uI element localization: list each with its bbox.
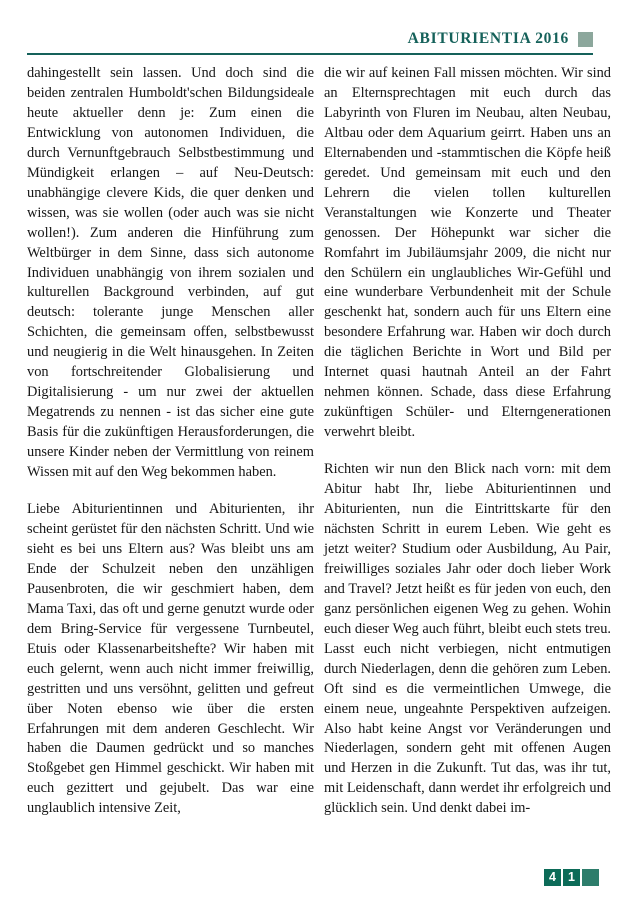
footer-accent-square-icon [582, 869, 599, 886]
paragraph: die wir auf keinen Fall missen möchten. Wir sind an Elternsprechtagen mit euch durch das Labyrinth von Fluren im Neubau, alten Neubau, Altbau oder dem Aquarium geirrt. Haben uns an Elternabenden und -stammtischen die Köpfe heiß geredet. Und gemeinsam mit euch und den Lehrern die vielen tollen kulturellen Veranstaltungen wie Konzerte und Theater genossen. Der Höhepunkt war sicher die Romfahrt im Jubiläumsjahr 2009, die nicht nur den Schülern ein unglaubliches Wir-Gefühl und eine wunderbare Verbundenheit mit der Schule geschenkt hat, sondern auch für uns Eltern eine besondere Erfahrung war. Haben wir doch durch die täglichen Berichte in Wort und Bild per Internet quasi hautnah Anteil an der Fahrt nehmen können. Schade, dass diese Erfahrung zukünftigen Schüler- und Elterngenerationen verwehrt bleibt. [324, 65, 611, 441]
page-title: ABITURIENTIA 2016 [407, 30, 569, 48]
header-divider [27, 53, 593, 55]
page-number-digit: 4 [544, 869, 561, 886]
paragraph: Richten wir nun den Blick nach vorn: mit dem Abitur habt Ihr, liebe Abiturientinnen und Abiturienten, nun die Eintrittskarte für den nächsten Schritt in eurem Leben. Wie geht es jetzt weiter? Studium oder Ausbildung, Au Pair, freiwilliges soziales Jahr oder doch lieber Work and Travel? Jetzt heißt es für jeden von euch, den ganz persönlichen eigenen Weg zu gehen. Wohin euch dieser Weg auch führt, bleibt euch stets treu. Lasst euch nicht verbiegen, nicht entmutigen durch Niederlagen, denn die gehören zum Leben. Oft sind es die vermeintlichen Umwege, die einem neue, ungeahnte Perspektiven aufzeigen. Also habt keine Angst vor Veränderungen und Niederlagen, sondern geht mit offenen Augen und Herzen in die Zukunft. Tut das, was ihr tut, mit Leidenschaft, dann werdet ihr erfolgreich und glücklich sein. Und denkt dabei im- [324, 461, 611, 817]
paragraph: Liebe Abiturientinnen und Abiturienten, ihr scheint gerüstet für den nächsten Schritt. Und wie sieht es bei uns Eltern aus? Was bleibt uns am Ende der Schulzeit neben den unzähligen Pausenbroten, die wir geschmiert haben, dem Mama Taxi, das oft und gerne genutzt wurde oder dem Bring-Service für vergessene Turnbeutel, Etuis oder Klassenarbeitshefte? Wir haben mit euch gelernt, wenn auch nicht immer freiwillig, gestritten und uns versöhnt, gelitten und gefreut über Noten ebenso wie über die ersten Erfahrungen mit dem anderen Geschlecht. Wir haben die Daumen gedrückt und so manches Stoßgebet gen Himmel geschickt. Wir haben mit euch gezittert und gejubelt. Das war eine unglaublich intensive Zeit, [27, 501, 314, 817]
column-left [27, 64, 314, 819]
paragraph: dahingestellt sein lassen. Und doch sind die beiden zentralen Humboldt'schen Bildungsideale heute aktueller denn je: Zum einen die Entwicklung von autonomen Individuen, die durch Vernunftgebrauch Selbstbestimmung und Mündigkeit erlangen – auf Neu-Deutsch: unabhängige clevere Kids, die quer denken und wissen, was sie wollen (oder auch was sie nicht wollen!). Zum anderen die Hinführung zum Weltbürger in dem Sinne, dass sich autonome Individuen unabhängig von ihrem sozialen und kulturellen Background verbinden, auf gut deutsch: tolerante junge Menschen aller Schichten, die gemeinsam offen, selbstbewusst und neugierig in die Welt hinausgehen. In Zeiten von fortschreitender Globalisierung und Digitalisierung - um nur zwei der aktuellen Megatrends zu nennen - ist das sicher eine gute Basis für die zukünftigen Herausforderungen, die unsere Kinder neben der Vermittlung von reinem Wissen mit auf den Weg bekommen haben. [27, 65, 314, 481]
page-number-footer [544, 869, 599, 886]
article-body [27, 64, 611, 819]
column-right [324, 64, 611, 819]
page-header [27, 24, 593, 54]
page-number-digit: 1 [563, 869, 580, 886]
header-accent-square-icon [578, 32, 593, 47]
